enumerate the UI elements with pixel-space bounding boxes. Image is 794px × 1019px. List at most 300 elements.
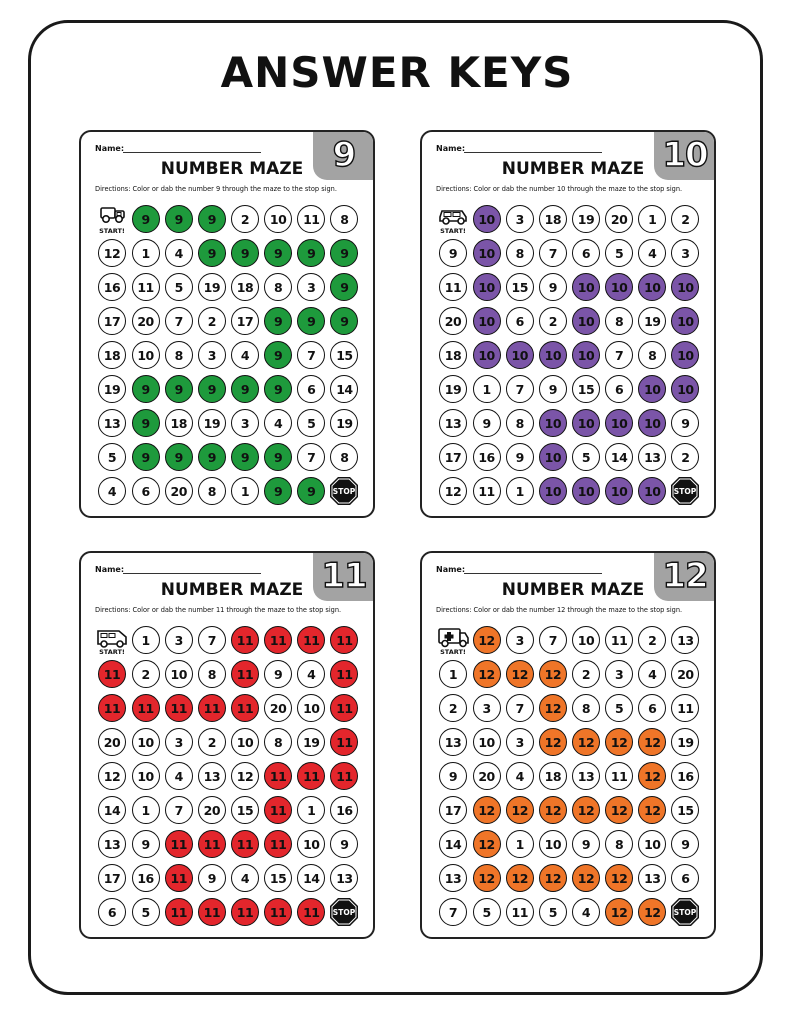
number-circle[interactable]: 2 xyxy=(539,307,567,335)
number-circle[interactable]: 12 xyxy=(638,762,666,790)
number-circle[interactable]: 12 xyxy=(506,864,534,892)
number-circle[interactable]: 20 xyxy=(98,728,126,756)
maze-circle[interactable] xyxy=(536,304,569,338)
maze-circle[interactable] xyxy=(470,372,503,406)
number-circle[interactable]: 5 xyxy=(297,409,325,437)
maze-circle[interactable] xyxy=(503,202,536,236)
maze-circle[interactable] xyxy=(603,759,636,793)
number-circle[interactable]: 16 xyxy=(671,762,699,790)
number-circle[interactable]: 16 xyxy=(132,864,160,892)
number-circle[interactable]: 9 xyxy=(264,660,292,688)
number-circle[interactable]: 17 xyxy=(439,443,467,471)
maze-circle[interactable] xyxy=(129,827,162,861)
number-circle[interactable]: 8 xyxy=(165,341,193,369)
maze-circle[interactable] xyxy=(295,827,328,861)
maze-circle-filled[interactable] xyxy=(470,338,503,372)
maze-circle-filled[interactable] xyxy=(162,861,195,895)
maze-circle-filled[interactable] xyxy=(669,372,702,406)
number-circle[interactable]: 12 xyxy=(231,762,259,790)
maze-circle-filled[interactable] xyxy=(228,895,261,929)
number-circle[interactable]: 3 xyxy=(506,728,534,756)
maze-circle-filled[interactable] xyxy=(603,793,636,827)
maze-circle-filled[interactable] xyxy=(636,270,669,304)
number-circle[interactable]: 5 xyxy=(132,898,160,926)
maze-circle[interactable] xyxy=(328,338,361,372)
number-circle[interactable]: 3 xyxy=(605,660,633,688)
maze-circle[interactable] xyxy=(162,657,195,691)
maze-circle[interactable] xyxy=(228,474,261,508)
number-circle[interactable]: 6 xyxy=(98,898,126,926)
maze-circle-filled[interactable] xyxy=(669,270,702,304)
maze-circle[interactable] xyxy=(436,372,470,406)
number-circle[interactable]: 6 xyxy=(506,307,534,335)
maze-circle-filled[interactable] xyxy=(328,657,361,691)
maze-circle[interactable] xyxy=(470,895,503,929)
number-circle[interactable]: 9 xyxy=(671,830,699,858)
number-circle[interactable]: 11 xyxy=(132,273,160,301)
maze-circle[interactable] xyxy=(129,793,162,827)
name-field[interactable] xyxy=(123,152,261,153)
maze-circle[interactable] xyxy=(95,270,129,304)
maze-circle[interactable] xyxy=(503,895,536,929)
number-circle[interactable]: 15 xyxy=(671,796,699,824)
maze-circle[interactable] xyxy=(195,861,228,895)
maze-circle[interactable] xyxy=(436,759,470,793)
number-circle[interactable]: 3 xyxy=(473,694,501,722)
number-circle[interactable]: 11 xyxy=(330,728,358,756)
maze-circle-filled[interactable] xyxy=(536,406,569,440)
number-circle[interactable]: 11 xyxy=(330,660,358,688)
maze-circle[interactable] xyxy=(162,725,195,759)
number-circle[interactable]: 4 xyxy=(506,762,534,790)
number-circle[interactable]: 10 xyxy=(297,830,325,858)
stop-cell[interactable] xyxy=(328,474,361,508)
maze-circle-filled[interactable] xyxy=(470,236,503,270)
maze-circle[interactable] xyxy=(295,725,328,759)
maze-circle-filled[interactable] xyxy=(536,793,569,827)
number-circle[interactable]: 8 xyxy=(605,307,633,335)
maze-circle-filled[interactable] xyxy=(536,861,569,895)
maze-circle[interactable] xyxy=(536,827,569,861)
number-circle[interactable]: 14 xyxy=(98,796,126,824)
maze-circle-filled[interactable] xyxy=(470,827,503,861)
number-circle[interactable]: 13 xyxy=(330,864,358,892)
number-circle[interactable]: 2 xyxy=(671,205,699,233)
number-circle[interactable]: 18 xyxy=(539,205,567,233)
maze-circle-filled[interactable] xyxy=(262,759,295,793)
number-circle[interactable]: 9 xyxy=(264,239,292,267)
maze-circle[interactable] xyxy=(436,895,470,929)
maze-circle-filled[interactable] xyxy=(228,372,261,406)
number-circle[interactable]: 11 xyxy=(198,694,226,722)
maze-circle[interactable] xyxy=(569,827,602,861)
maze-circle[interactable] xyxy=(295,691,328,725)
maze-circle[interactable] xyxy=(162,236,195,270)
maze-circle[interactable] xyxy=(228,861,261,895)
maze-circle-filled[interactable] xyxy=(636,474,669,508)
number-circle[interactable]: 10 xyxy=(165,660,193,688)
maze-circle-filled[interactable] xyxy=(569,861,602,895)
number-circle[interactable]: 10 xyxy=(572,307,600,335)
number-circle[interactable]: 11 xyxy=(473,477,501,505)
number-circle[interactable]: 9 xyxy=(132,409,160,437)
number-circle[interactable]: 19 xyxy=(198,409,226,437)
maze-circle[interactable] xyxy=(295,406,328,440)
number-circle[interactable]: 10 xyxy=(132,728,160,756)
number-circle[interactable]: 9 xyxy=(198,375,226,403)
number-circle[interactable]: 8 xyxy=(572,694,600,722)
maze-circle[interactable] xyxy=(195,474,228,508)
number-circle[interactable]: 18 xyxy=(165,409,193,437)
maze-circle-filled[interactable] xyxy=(162,440,195,474)
maze-circle[interactable] xyxy=(669,202,702,236)
number-circle[interactable]: 18 xyxy=(98,341,126,369)
number-circle[interactable]: 10 xyxy=(671,273,699,301)
maze-circle-filled[interactable] xyxy=(295,759,328,793)
number-circle[interactable]: 16 xyxy=(473,443,501,471)
number-circle[interactable]: 12 xyxy=(605,796,633,824)
maze-circle[interactable] xyxy=(195,270,228,304)
maze-circle[interactable] xyxy=(569,236,602,270)
name-field[interactable] xyxy=(123,573,261,574)
number-circle[interactable]: 12 xyxy=(98,239,126,267)
number-circle[interactable]: 10 xyxy=(132,341,160,369)
number-circle[interactable]: 1 xyxy=(297,796,325,824)
number-circle[interactable]: 9 xyxy=(506,443,534,471)
maze-circle[interactable] xyxy=(669,236,702,270)
number-circle[interactable]: 20 xyxy=(198,796,226,824)
maze-circle[interactable] xyxy=(669,827,702,861)
maze-circle[interactable] xyxy=(95,406,129,440)
maze-circle[interactable] xyxy=(470,725,503,759)
number-circle[interactable]: 18 xyxy=(231,273,259,301)
maze-circle[interactable] xyxy=(95,895,129,929)
number-circle[interactable]: 10 xyxy=(605,409,633,437)
maze-circle-filled[interactable] xyxy=(636,759,669,793)
maze-circle[interactable] xyxy=(569,691,602,725)
maze-circle[interactable] xyxy=(436,338,470,372)
number-circle[interactable]: 2 xyxy=(132,660,160,688)
maze-circle-filled[interactable] xyxy=(129,372,162,406)
number-circle[interactable]: 12 xyxy=(473,626,501,654)
number-circle[interactable]: 10 xyxy=(638,409,666,437)
number-circle[interactable]: 20 xyxy=(439,307,467,335)
maze-circle-filled[interactable] xyxy=(95,657,129,691)
number-circle[interactable]: 5 xyxy=(605,239,633,267)
maze-circle-filled[interactable] xyxy=(195,895,228,929)
number-circle[interactable]: 11 xyxy=(264,898,292,926)
maze-circle[interactable] xyxy=(129,270,162,304)
maze-circle-filled[interactable] xyxy=(262,236,295,270)
maze-circle[interactable] xyxy=(569,372,602,406)
maze-circle[interactable] xyxy=(569,440,602,474)
number-circle[interactable]: 2 xyxy=(231,205,259,233)
maze-circle-filled[interactable] xyxy=(470,304,503,338)
number-circle[interactable]: 9 xyxy=(132,443,160,471)
maze-circle-filled[interactable] xyxy=(95,691,129,725)
number-circle[interactable]: 4 xyxy=(231,341,259,369)
number-circle[interactable]: 12 xyxy=(638,796,666,824)
maze-circle-filled[interactable] xyxy=(262,338,295,372)
number-circle[interactable]: 9 xyxy=(264,443,292,471)
maze-circle-filled[interactable] xyxy=(470,623,503,657)
maze-circle[interactable] xyxy=(129,657,162,691)
number-circle[interactable]: 13 xyxy=(572,762,600,790)
maze-circle[interactable] xyxy=(470,440,503,474)
maze-circle-filled[interactable] xyxy=(162,895,195,929)
maze-circle[interactable] xyxy=(95,474,129,508)
number-circle[interactable]: 9 xyxy=(231,443,259,471)
maze-circle[interactable] xyxy=(603,372,636,406)
maze-circle-filled[interactable] xyxy=(228,623,261,657)
maze-circle-filled[interactable] xyxy=(295,895,328,929)
number-circle[interactable]: 12 xyxy=(506,796,534,824)
number-circle[interactable]: 9 xyxy=(439,762,467,790)
number-circle[interactable]: 19 xyxy=(330,409,358,437)
number-circle[interactable]: 6 xyxy=(132,477,160,505)
number-circle[interactable]: 4 xyxy=(297,660,325,688)
maze-circle-filled[interactable] xyxy=(636,895,669,929)
number-circle[interactable]: 1 xyxy=(506,477,534,505)
number-circle[interactable]: 9 xyxy=(539,273,567,301)
number-circle[interactable]: 7 xyxy=(165,307,193,335)
number-circle[interactable]: 12 xyxy=(539,796,567,824)
maze-circle[interactable] xyxy=(195,657,228,691)
number-circle[interactable]: 10 xyxy=(605,273,633,301)
maze-circle-filled[interactable] xyxy=(328,691,361,725)
number-circle[interactable]: 9 xyxy=(297,239,325,267)
number-circle[interactable]: 13 xyxy=(98,409,126,437)
maze-circle[interactable] xyxy=(95,304,129,338)
maze-circle[interactable] xyxy=(669,623,702,657)
number-circle[interactable]: 11 xyxy=(198,898,226,926)
maze-circle[interactable] xyxy=(470,474,503,508)
maze-circle[interactable] xyxy=(536,759,569,793)
maze-circle[interactable] xyxy=(195,725,228,759)
maze-circle[interactable] xyxy=(228,759,261,793)
maze-circle[interactable] xyxy=(195,406,228,440)
number-circle[interactable]: 5 xyxy=(605,694,633,722)
number-circle[interactable]: 10 xyxy=(473,307,501,335)
maze-circle[interactable] xyxy=(195,793,228,827)
number-circle[interactable]: 4 xyxy=(231,864,259,892)
maze-circle[interactable] xyxy=(636,827,669,861)
maze-circle[interactable] xyxy=(328,202,361,236)
number-circle[interactable]: 2 xyxy=(198,728,226,756)
maze-circle[interactable] xyxy=(262,202,295,236)
number-circle[interactable]: 19 xyxy=(572,205,600,233)
number-circle[interactable]: 10 xyxy=(539,830,567,858)
maze-circle-filled[interactable] xyxy=(569,406,602,440)
number-circle[interactable]: 9 xyxy=(264,477,292,505)
maze-circle-filled[interactable] xyxy=(195,202,228,236)
number-circle[interactable]: 11 xyxy=(506,898,534,926)
number-circle[interactable]: 10 xyxy=(572,626,600,654)
number-circle[interactable]: 1 xyxy=(439,660,467,688)
number-circle[interactable]: 7 xyxy=(506,375,534,403)
number-circle[interactable]: 11 xyxy=(132,694,160,722)
maze-circle[interactable] xyxy=(669,793,702,827)
maze-circle[interactable] xyxy=(262,270,295,304)
number-circle[interactable]: 11 xyxy=(605,762,633,790)
maze-circle[interactable] xyxy=(95,759,129,793)
number-circle[interactable]: 9 xyxy=(198,205,226,233)
maze-circle-filled[interactable] xyxy=(262,372,295,406)
maze-circle-filled[interactable] xyxy=(262,474,295,508)
number-circle[interactable]: 2 xyxy=(198,307,226,335)
maze-circle[interactable] xyxy=(636,338,669,372)
number-circle[interactable]: 19 xyxy=(297,728,325,756)
maze-circle[interactable] xyxy=(129,759,162,793)
number-circle[interactable]: 11 xyxy=(605,626,633,654)
number-circle[interactable]: 8 xyxy=(198,477,226,505)
number-circle[interactable]: 12 xyxy=(473,796,501,824)
number-circle[interactable]: 15 xyxy=(572,375,600,403)
number-circle[interactable]: 11 xyxy=(231,830,259,858)
number-circle[interactable]: 10 xyxy=(671,375,699,403)
number-circle[interactable]: 10 xyxy=(264,205,292,233)
maze-circle[interactable] xyxy=(262,691,295,725)
number-circle[interactable]: 20 xyxy=(473,762,501,790)
name-field[interactable] xyxy=(464,152,602,153)
maze-circle[interactable] xyxy=(328,406,361,440)
number-circle[interactable]: 11 xyxy=(439,273,467,301)
maze-circle[interactable] xyxy=(228,304,261,338)
number-circle[interactable]: 10 xyxy=(132,762,160,790)
number-circle[interactable]: 11 xyxy=(231,694,259,722)
number-circle[interactable]: 7 xyxy=(605,341,633,369)
number-circle[interactable]: 9 xyxy=(132,205,160,233)
number-circle[interactable]: 19 xyxy=(98,375,126,403)
maze-circle[interactable] xyxy=(228,725,261,759)
number-circle[interactable]: 5 xyxy=(473,898,501,926)
number-circle[interactable]: 13 xyxy=(638,864,666,892)
maze-circle-filled[interactable] xyxy=(262,623,295,657)
number-circle[interactable]: 14 xyxy=(605,443,633,471)
maze-circle[interactable] xyxy=(436,406,470,440)
number-circle[interactable]: 11 xyxy=(264,626,292,654)
number-circle[interactable]: 7 xyxy=(165,796,193,824)
number-circle[interactable]: 12 xyxy=(98,762,126,790)
number-circle[interactable]: 10 xyxy=(473,239,501,267)
maze-circle[interactable] xyxy=(162,406,195,440)
maze-circle-filled[interactable] xyxy=(262,304,295,338)
maze-circle[interactable] xyxy=(228,406,261,440)
maze-circle[interactable] xyxy=(295,202,328,236)
maze-circle[interactable] xyxy=(295,793,328,827)
maze-circle-filled[interactable] xyxy=(669,338,702,372)
number-circle[interactable]: 10 xyxy=(539,443,567,471)
number-circle[interactable]: 12 xyxy=(539,728,567,756)
number-circle[interactable]: 9 xyxy=(264,307,292,335)
maze-circle-filled[interactable] xyxy=(636,372,669,406)
maze-circle[interactable] xyxy=(436,474,470,508)
maze-circle[interactable] xyxy=(295,861,328,895)
maze-circle[interactable] xyxy=(162,338,195,372)
number-circle[interactable]: 12 xyxy=(572,864,600,892)
maze-circle-filled[interactable] xyxy=(162,827,195,861)
maze-circle[interactable] xyxy=(603,827,636,861)
number-circle[interactable]: 8 xyxy=(330,205,358,233)
number-circle[interactable]: 11 xyxy=(297,626,325,654)
maze-circle[interactable] xyxy=(162,793,195,827)
number-circle[interactable]: 3 xyxy=(165,728,193,756)
number-circle[interactable]: 10 xyxy=(638,273,666,301)
maze-circle-filled[interactable] xyxy=(228,691,261,725)
number-circle[interactable]: 4 xyxy=(638,660,666,688)
maze-circle-filled[interactable] xyxy=(536,725,569,759)
number-circle[interactable]: 11 xyxy=(165,898,193,926)
maze-circle-filled[interactable] xyxy=(195,827,228,861)
number-circle[interactable]: 9 xyxy=(330,830,358,858)
maze-circle[interactable] xyxy=(295,657,328,691)
maze-circle[interactable] xyxy=(436,270,470,304)
maze-circle[interactable] xyxy=(129,895,162,929)
number-circle[interactable]: 9 xyxy=(671,409,699,437)
number-circle[interactable]: 1 xyxy=(132,239,160,267)
number-circle[interactable]: 9 xyxy=(198,864,226,892)
number-circle[interactable]: 12 xyxy=(605,728,633,756)
maze-circle-filled[interactable] xyxy=(195,691,228,725)
number-circle[interactable]: 7 xyxy=(506,694,534,722)
maze-circle[interactable] xyxy=(636,657,669,691)
number-circle[interactable]: 10 xyxy=(638,375,666,403)
number-circle[interactable]: 12 xyxy=(539,694,567,722)
maze-circle[interactable] xyxy=(470,406,503,440)
number-circle[interactable]: 3 xyxy=(198,341,226,369)
maze-circle[interactable] xyxy=(328,861,361,895)
number-circle[interactable]: 9 xyxy=(330,239,358,267)
number-circle[interactable]: 9 xyxy=(264,341,292,369)
number-circle[interactable]: 2 xyxy=(572,660,600,688)
number-circle[interactable]: 8 xyxy=(638,341,666,369)
maze-circle-filled[interactable] xyxy=(195,372,228,406)
maze-circle[interactable] xyxy=(669,861,702,895)
number-circle[interactable]: 3 xyxy=(506,626,534,654)
number-circle[interactable]: 13 xyxy=(439,728,467,756)
number-circle[interactable]: 16 xyxy=(98,273,126,301)
maze-circle[interactable] xyxy=(129,236,162,270)
maze-circle[interactable] xyxy=(536,270,569,304)
number-circle[interactable]: 7 xyxy=(297,443,325,471)
number-circle[interactable]: 6 xyxy=(671,864,699,892)
number-circle[interactable]: 7 xyxy=(539,239,567,267)
number-circle[interactable]: 20 xyxy=(264,694,292,722)
maze-circle[interactable] xyxy=(436,861,470,895)
maze-circle[interactable] xyxy=(503,236,536,270)
number-circle[interactable]: 19 xyxy=(638,307,666,335)
number-circle[interactable]: 19 xyxy=(198,273,226,301)
maze-circle-filled[interactable] xyxy=(503,338,536,372)
number-circle[interactable]: 10 xyxy=(638,830,666,858)
maze-circle[interactable] xyxy=(95,827,129,861)
number-circle[interactable]: 11 xyxy=(330,626,358,654)
number-circle[interactable]: 8 xyxy=(506,239,534,267)
maze-circle-filled[interactable] xyxy=(569,474,602,508)
maze-circle-filled[interactable] xyxy=(129,691,162,725)
maze-circle[interactable] xyxy=(569,759,602,793)
number-circle[interactable]: 5 xyxy=(165,273,193,301)
maze-circle-filled[interactable] xyxy=(470,657,503,691)
maze-circle-filled[interactable] xyxy=(569,338,602,372)
maze-circle-filled[interactable] xyxy=(162,691,195,725)
number-circle[interactable]: 10 xyxy=(473,205,501,233)
number-circle[interactable]: 12 xyxy=(605,898,633,926)
maze-circle-filled[interactable] xyxy=(636,793,669,827)
number-circle[interactable]: 10 xyxy=(539,341,567,369)
maze-circle[interactable] xyxy=(162,474,195,508)
maze-circle-filled[interactable] xyxy=(536,657,569,691)
